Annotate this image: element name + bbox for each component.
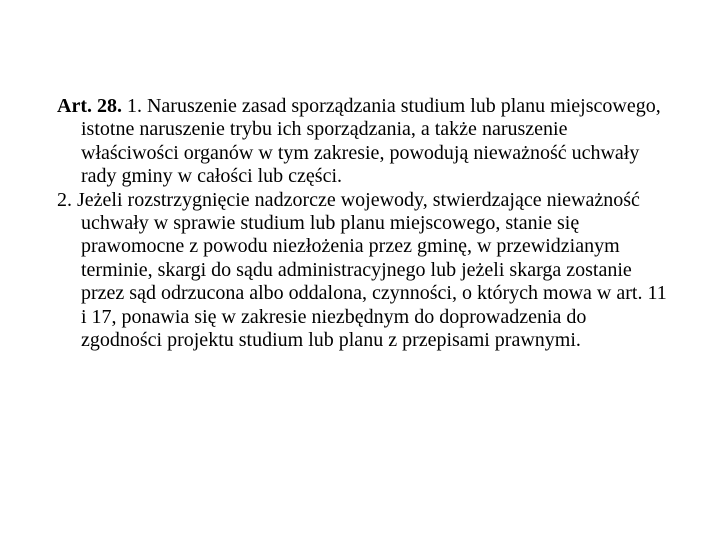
article-heading: Art. 28. <box>57 95 122 117</box>
paragraph-1 <box>57 95 667 189</box>
paragraph-1-text: 1. Naruszenie zasad sporządzania studium lub planu miejscowego, istotne naruszenie trybu ich sporządzania, a także naruszenie właściwości organów w tym zakresie, powodują nieważność uchwały rady gminy w całości lub części. <box>81 95 661 188</box>
article-text <box>57 95 667 352</box>
paragraph-2-text: 2. Jeżeli rozstrzygnięcie nadzorcze wojewody, stwierdzające nieważność uchwały w sprawie studium lub planu miejscowego, stanie się prawomocne z powodu niezłożenia przez gminę, w przewidzianym terminie, skargi do sądu administracyjnego lub jeżeli skarga zostanie przez sąd odrzucona albo oddalona, czynności, o których mowa w art. 11 i 17, ponawia się w zakresie niezbędnym do doprowadzenia do zgodności projektu studium lub planu z przepisami prawnymi. <box>57 188 667 352</box>
paragraph-2 <box>57 189 667 353</box>
